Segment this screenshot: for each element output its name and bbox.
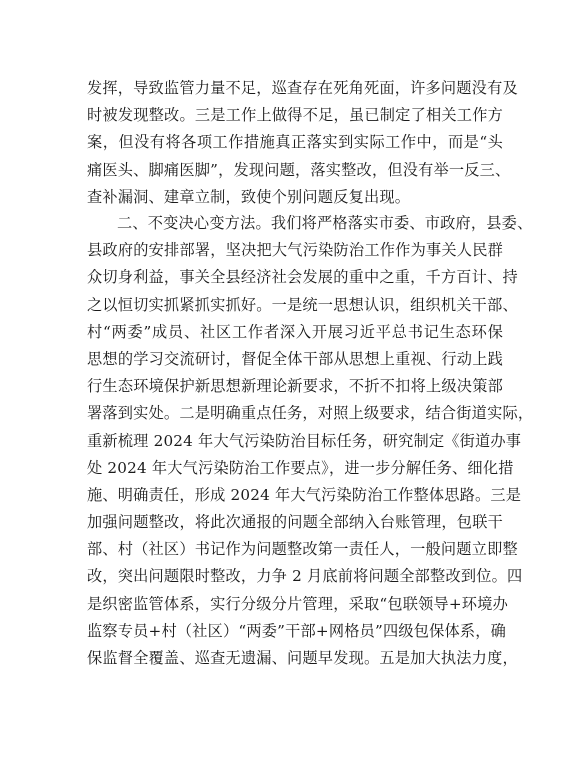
text-line: 部、村（社区）书记作为问题整改第一责任人，一般问题立即整 [87,540,518,559]
text-line: 查补漏洞、建章立制，致使个别问题反复出现。 [87,187,411,206]
text-line: 保监督全覆盖、巡查无遗漏、问题早发现。五是加大执法力度， [87,649,518,667]
text-line: 是织密监管体系，实行分级分片管理，采取“包联领导+环境办 [87,594,508,613]
paragraph-2 [87,210,534,672]
text-line: 二、不变决心变方法。我们将严格落实市委、市政府，县委、 [117,214,533,232]
text-line: 行生态环境保护新思想新理论新要求，不折不扣将上级决策部 [87,377,503,396]
text-line: 痛医头、脚痛医脚”，发现问题，落实整改，但没有举一反三、 [87,160,511,179]
text-line: 众切身利益，事关全县经济社会发展的重中之重，千方百计、持 [87,268,518,287]
text-line: 施、明确责任，形成 2024 年大气污染防治工作整体思路。三是 [87,485,522,504]
text-line: 发挥，导致监管力量不足，巡查存在死角死面，许多问题没有及 [87,79,518,97]
text-line: 之以恒切实抓紧抓实抓好。一是统一思想认识，组织机关干部、 [87,295,518,314]
text-line: 重新梳理 2024 年大气污染防治目标任务，研究制定《街道办事 [87,431,522,450]
text-line: 署落到实处。二是明确重点任务，对照上级要求，结合街道实际， [87,404,534,423]
text-line: 加强问题整改，将此次通报的问题全部纳入台账管理，包联干 [87,513,503,532]
text-line: 案，但没有将各项工作措施真正落实到实际工作中，而是“头 [87,133,503,152]
text-line: 监察专员+村（社区）“两委”干部+网格员”四级包保体系，确 [87,621,507,640]
paragraph-1 [87,75,518,211]
text-line: 思想的学习交流研讨，督促全体干部从思想上重视、行动上践 [87,349,503,368]
text-line: 县政府的安排部署，坚决把大气污染防治工作作为事关人民群 [87,241,503,260]
text-line: 改，突出问题限时整改，力争 2 月底前将问题全部整改到位。四 [87,567,523,586]
text-line: 村“两委”成员、社区工作者深入开展习近平总书记生态环保 [87,322,503,341]
text-line: 时被发现整改。三是工作上做得不足，虽已制定了相关工作方 [87,106,503,125]
text-line: 处 2024 年大气污染防治工作要点》，进一步分解任务、细化措 [87,458,514,477]
